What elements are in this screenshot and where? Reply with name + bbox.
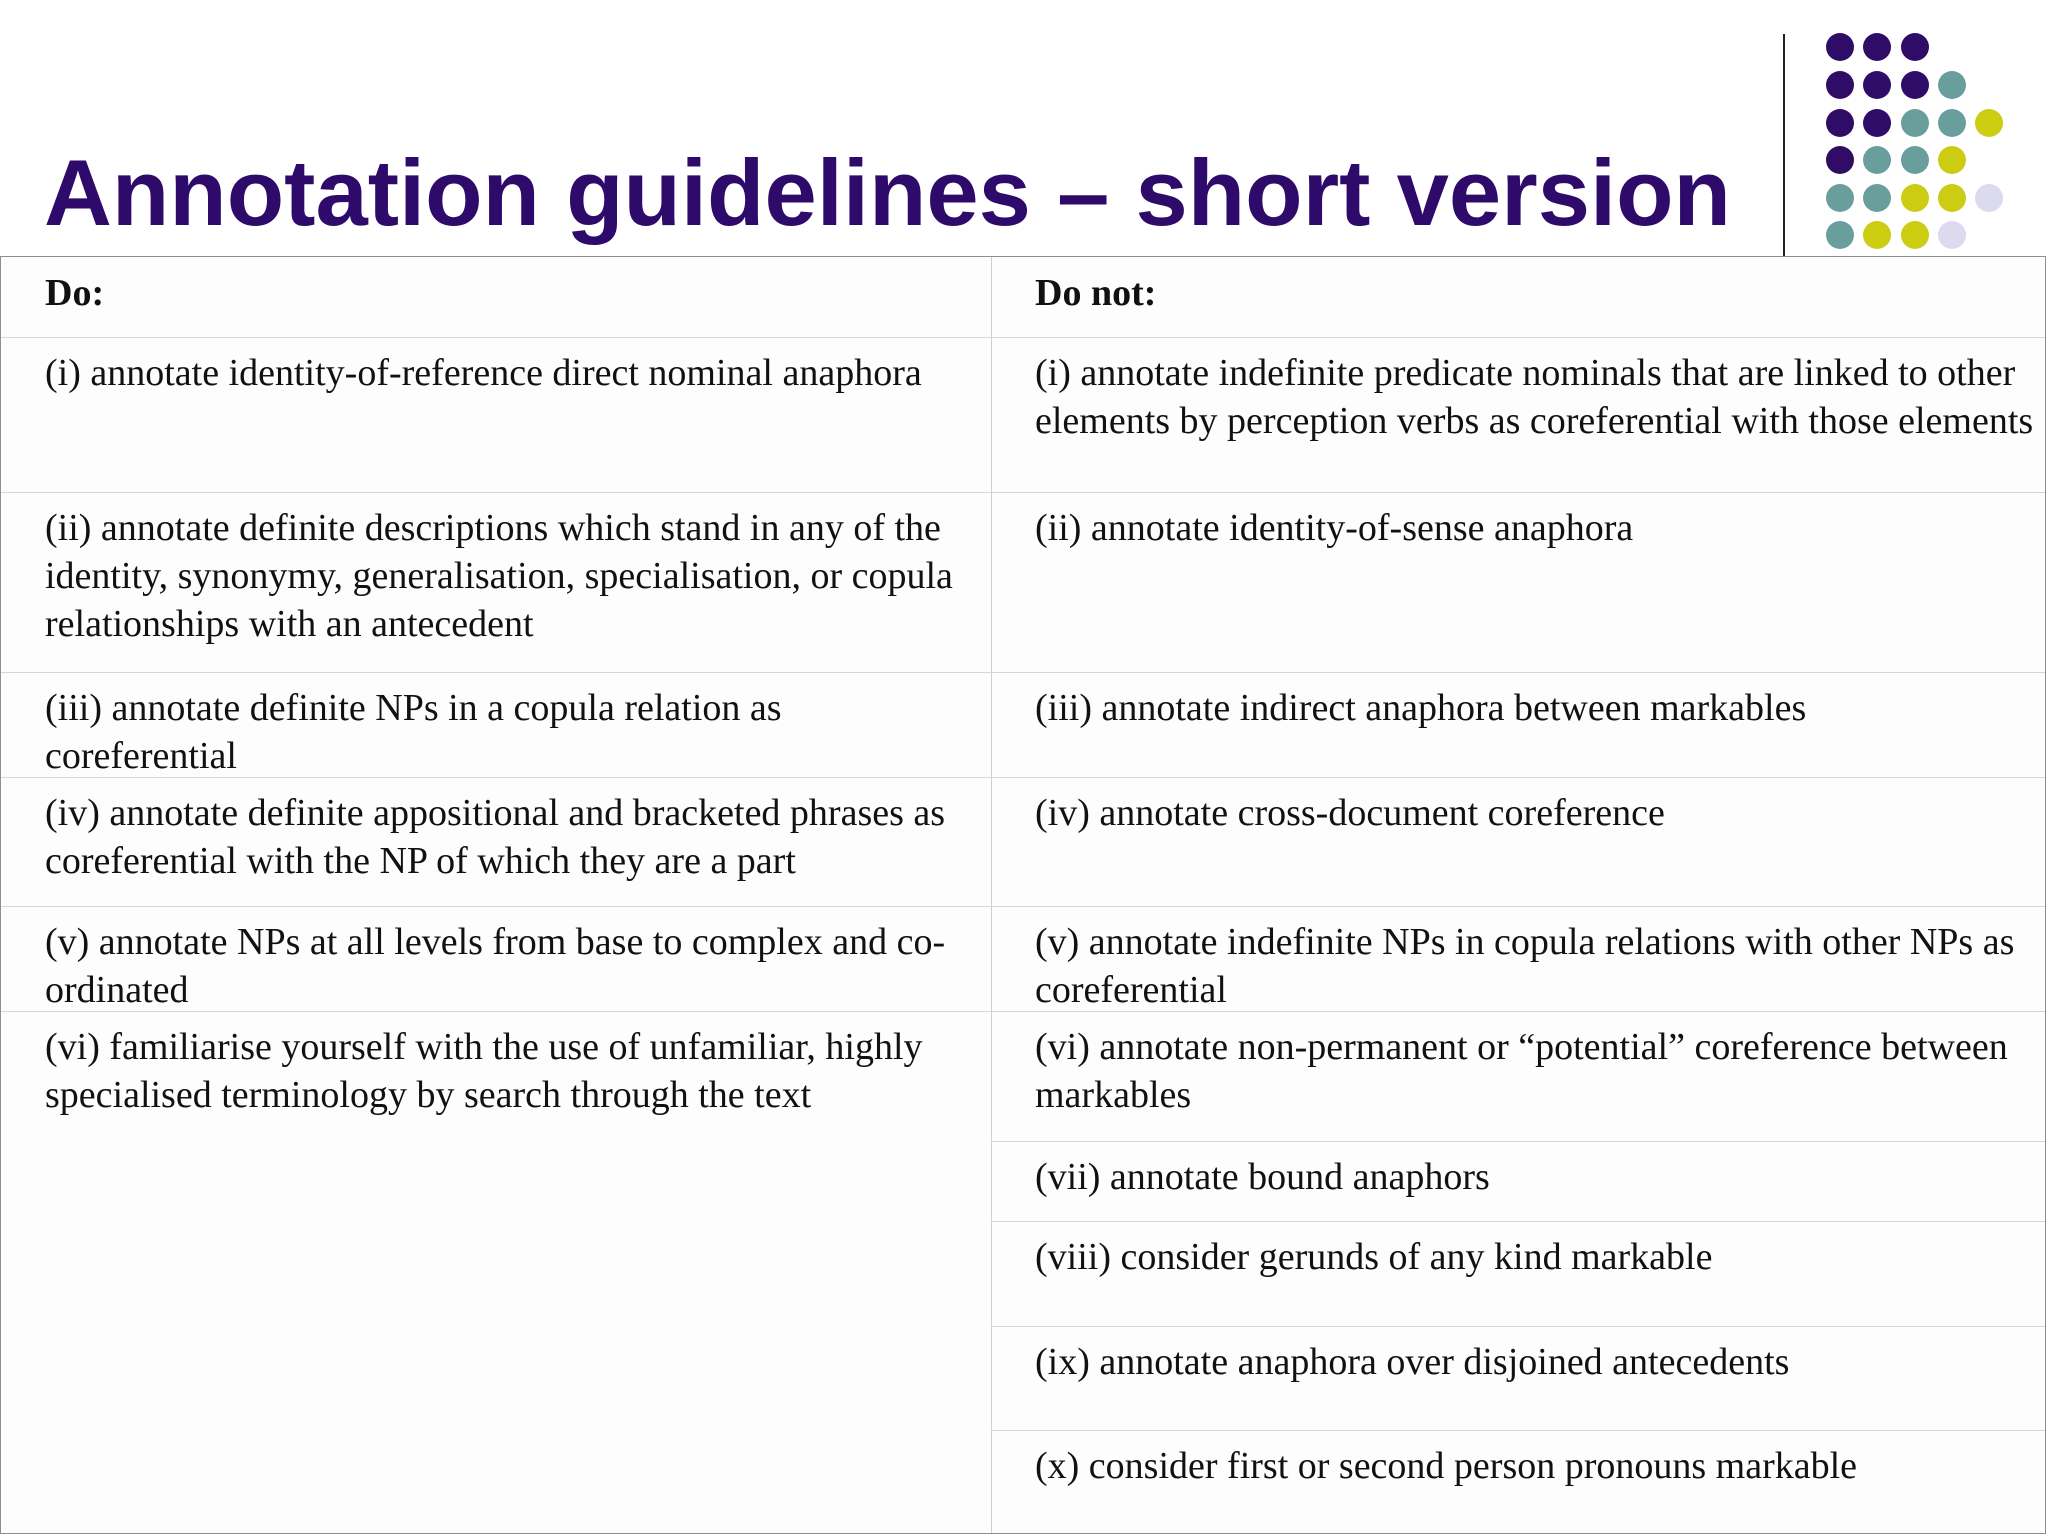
do-item: (iii) annotate definite NPs in a copula relation as coreferential bbox=[45, 687, 782, 777]
decorative-dot bbox=[1826, 184, 1854, 212]
decorative-dot bbox=[1938, 146, 1966, 174]
do-not-item: (iii) annotate indirect anaphora between markables bbox=[1035, 687, 1807, 729]
do-not-item: (viii) consider gerunds of any kind markable bbox=[1035, 1236, 1713, 1278]
decorative-dot bbox=[1826, 109, 1854, 137]
decorative-dot bbox=[1975, 184, 2003, 212]
page-title: Annotation guidelines – short version bbox=[44, 140, 1731, 245]
decorative-dot bbox=[1901, 146, 1929, 174]
decorative-dot bbox=[1863, 71, 1891, 99]
decorative-dot bbox=[1975, 109, 2003, 137]
do-not-item: (x) consider first or second person pronouns markable bbox=[1035, 1445, 1858, 1487]
decorative-dot bbox=[1901, 109, 1929, 137]
decorative-dot bbox=[1901, 33, 1929, 61]
decorative-dot bbox=[1863, 146, 1891, 174]
do-item: (v) annotate NPs at all levels from base to complex and co-ordinated bbox=[45, 921, 946, 1011]
do-item: (iv) annotate definite appositional and bracketed phrases as coreferential with the NP of which they are a part bbox=[45, 792, 946, 882]
guidelines-table bbox=[0, 256, 2046, 1534]
decorative-dot bbox=[1938, 109, 1966, 137]
do-header: Do: bbox=[45, 272, 105, 314]
decorative-dot bbox=[1938, 184, 1966, 212]
do-item: (vi) familiarise yourself with the use of unfamiliar, highly specialised terminology by search through the text bbox=[45, 1026, 923, 1116]
do-not-item: (iv) annotate cross-document coreference bbox=[1035, 792, 1665, 834]
do-not-item: (vii) annotate bound anaphors bbox=[1035, 1156, 1490, 1198]
decorative-dot bbox=[1826, 71, 1854, 99]
do-item: (ii) annotate definite descriptions which stand in any of the identity, synonymy, generalisation, specialisation, or copula relationships with an antecedent bbox=[45, 507, 953, 645]
do-not-header: Do not: bbox=[1035, 272, 1157, 314]
do-not-item: (i) annotate indefinite predicate nominals that are linked to other elements by perception verbs as coreferential with those elements bbox=[1035, 352, 2034, 442]
do-not-item: (ix) annotate anaphora over disjoined antecedents bbox=[1035, 1341, 1790, 1383]
decorative-dot bbox=[1901, 221, 1929, 249]
do-not-item: (vi) annotate non-permanent or “potential” coreference between markables bbox=[1035, 1026, 2008, 1116]
decorative-dot bbox=[1938, 221, 1966, 249]
column-divider bbox=[991, 257, 992, 1533]
decorative-dot bbox=[1826, 33, 1854, 61]
decorative-dot bbox=[1863, 33, 1891, 61]
decorative-dot bbox=[1826, 221, 1854, 249]
do-not-item: (ii) annotate identity-of-sense anaphora bbox=[1035, 507, 1634, 549]
decorative-dot bbox=[1938, 71, 1966, 99]
decorative-dot bbox=[1901, 184, 1929, 212]
do-not-item: (v) annotate indefinite NPs in copula relations with other NPs as coreferential bbox=[1035, 921, 2015, 1011]
decorative-dot bbox=[1863, 109, 1891, 137]
decorative-dot bbox=[1863, 221, 1891, 249]
decorative-dot bbox=[1863, 184, 1891, 212]
decorative-dot bbox=[1826, 146, 1854, 174]
decorative-dot bbox=[1901, 71, 1929, 99]
do-item: (i) annotate identity-of-reference direct nominal anaphora bbox=[45, 352, 922, 394]
